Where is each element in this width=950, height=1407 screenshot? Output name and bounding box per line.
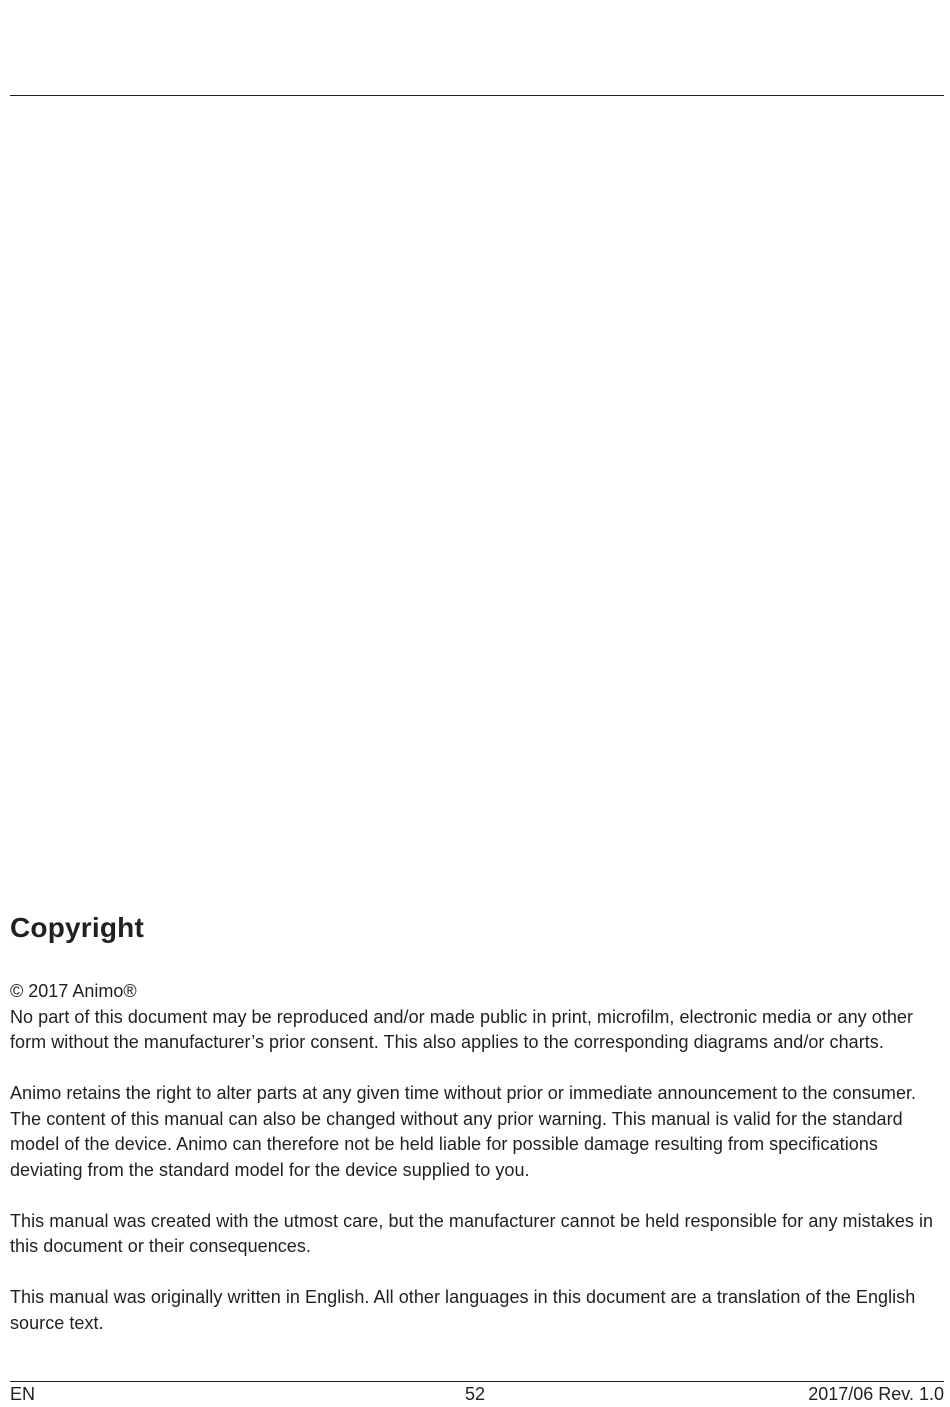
footer-page-number: 52 [465,1384,486,1404]
translation-paragraph: This manual was originally written in English. All other languages in this document are a translation of the English source text. [10,1287,916,1333]
alteration-paragraph: Animo retains the right to alter parts at any given time without prior or immediate announcement to the consumer. The content of this manual can also be changed without any prior warning. This manual is valid for the standard model of the device. Animo can therefore not be held liable for possible damage resulting from specifications deviating from the standard model for the device supplied to you. [10,1083,917,1180]
copyright-notice: © 2017 Animo® [10,981,137,1001]
copyright-section [10,908,944,1336]
footer-revision: 2017/06 Rev. 1.0 [808,1384,944,1404]
footer-divider [10,1381,944,1382]
copyright-heading: Copyright [10,912,145,943]
liability-paragraph: This manual was created with the utmost care, but the manufacturer cannot be held responsible for any mistakes in this document or their consequences. [10,1210,934,1256]
footer-language: EN [10,1384,36,1404]
header-divider [10,95,944,96]
page-footer [10,1383,944,1407]
reproduction-paragraph: No part of this document may be reproduced and/or made public in print, microfilm, electronic media or any other form without the manufacturer’s prior consent. This also applies to the corresponding diagrams and/or charts. [10,1006,914,1052]
